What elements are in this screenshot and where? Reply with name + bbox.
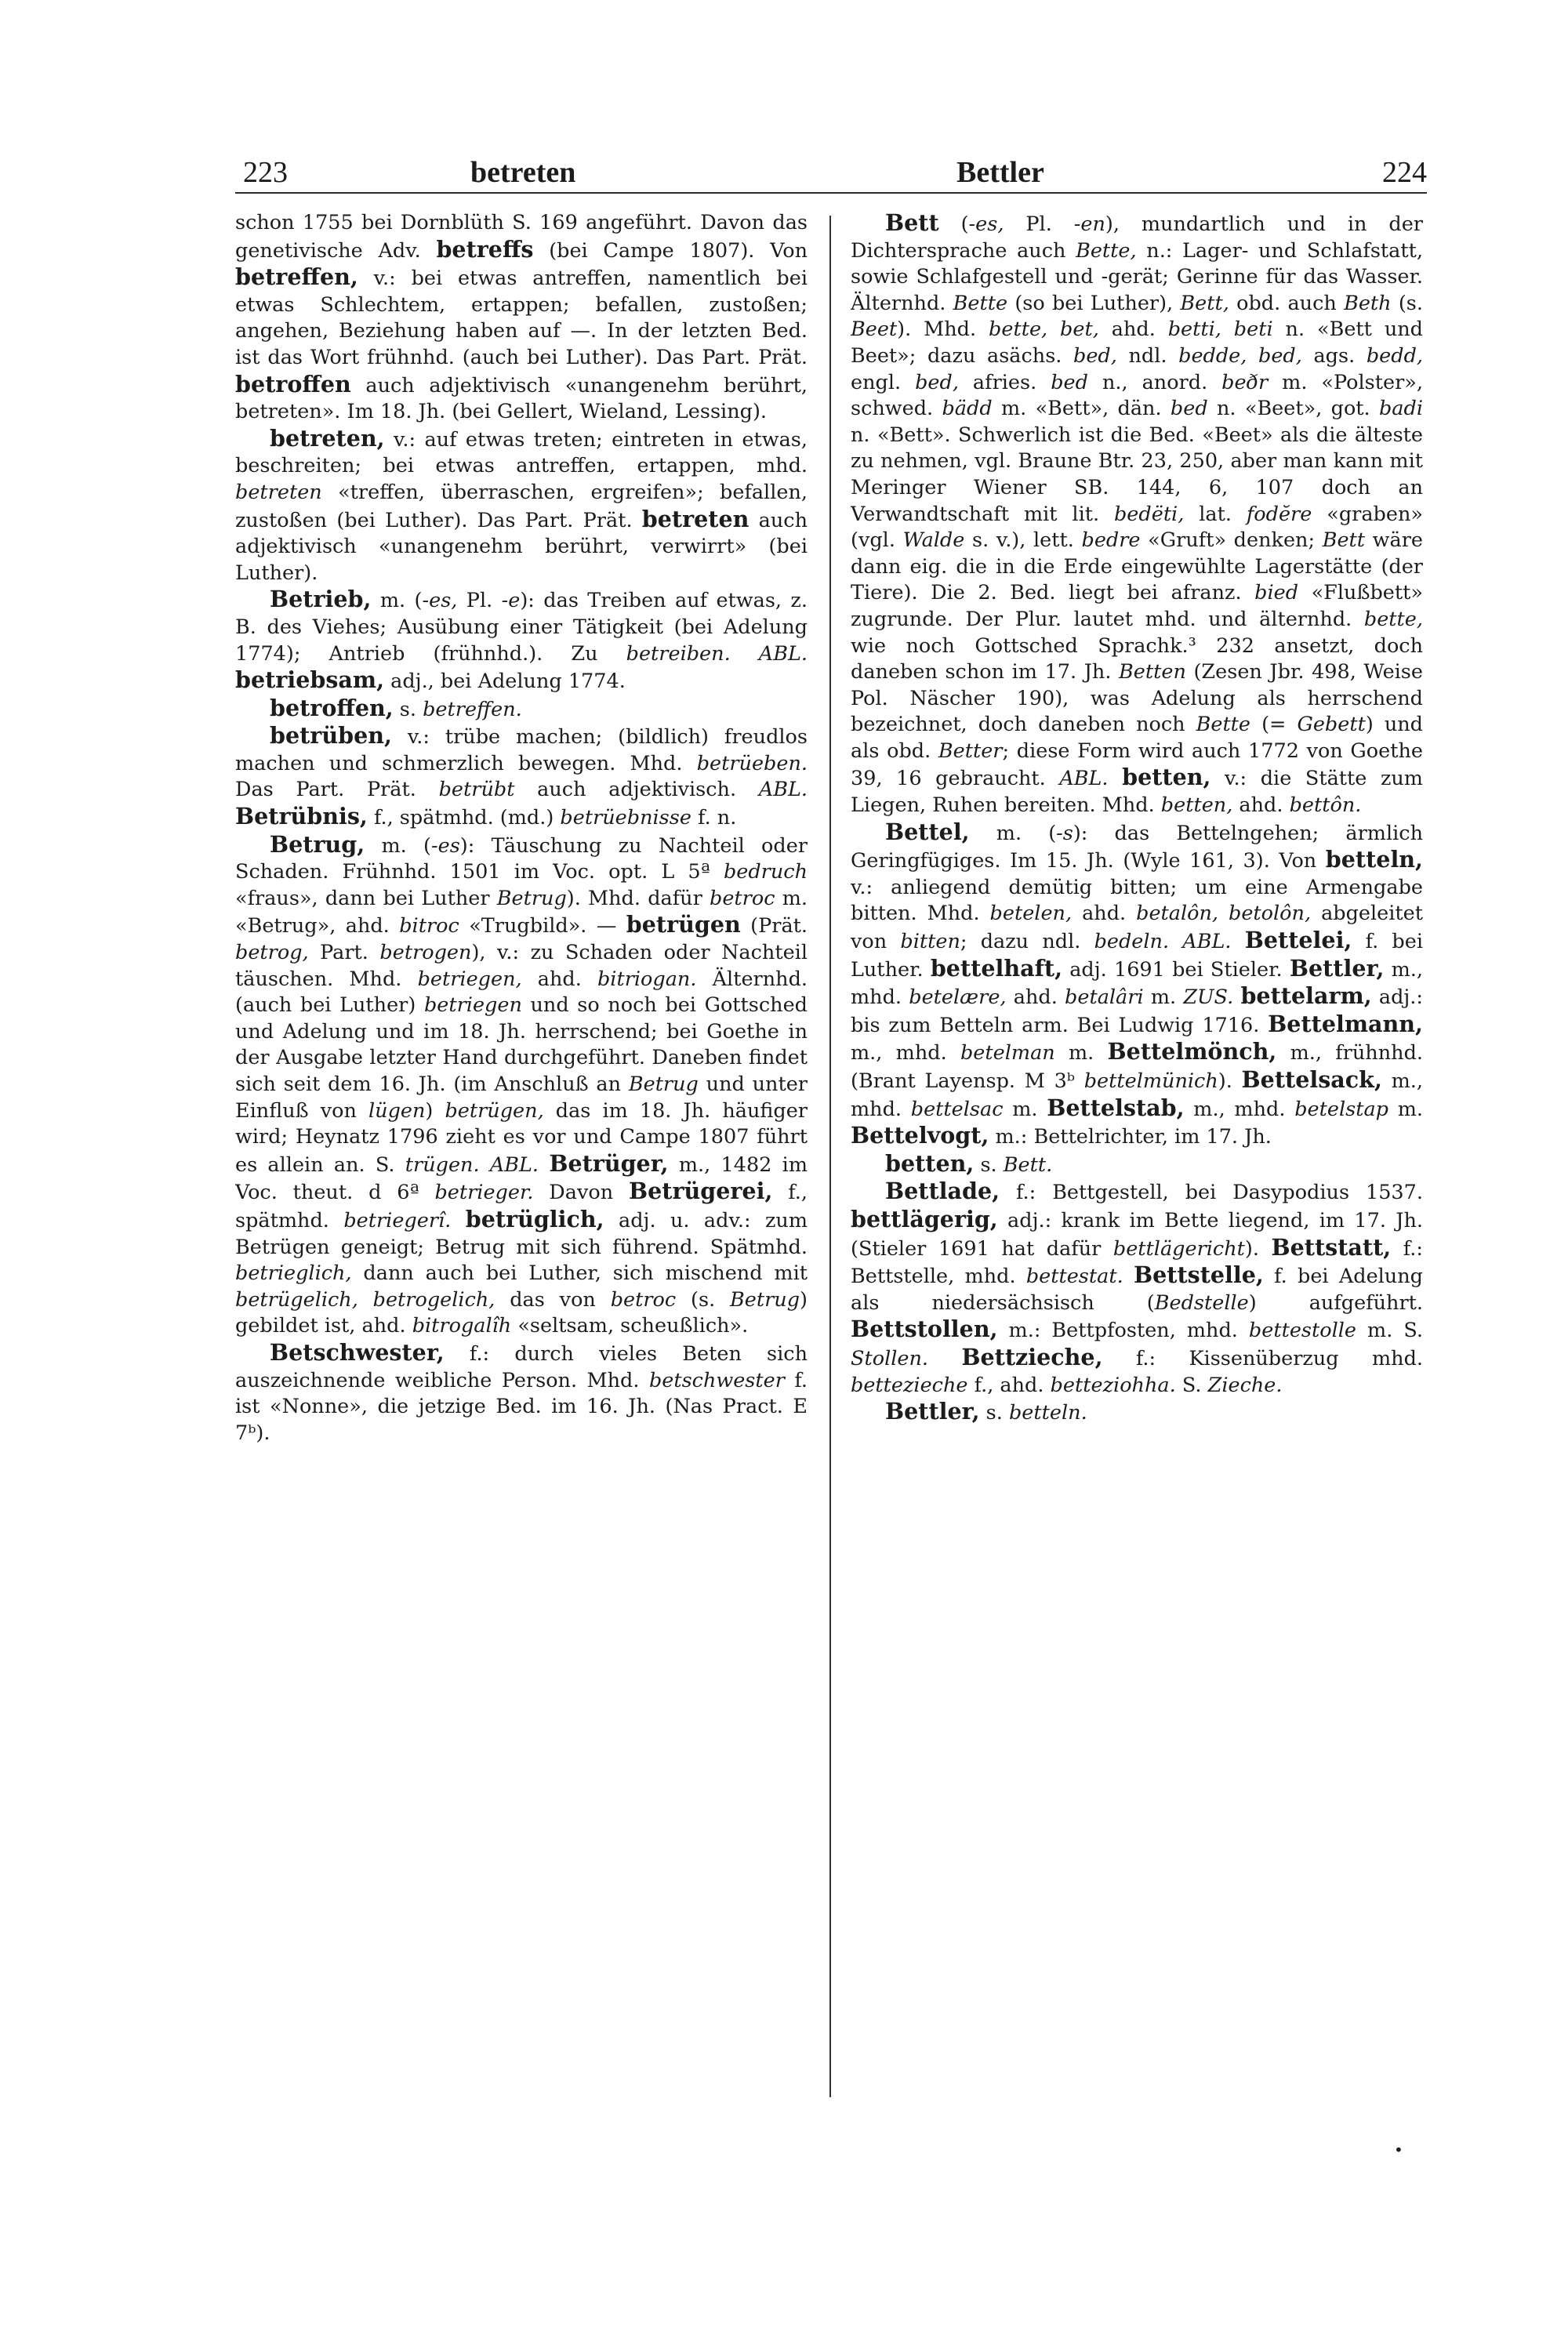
- left_column-entry-4: betrüben, v.: trübe machen; (bildlich) freudlos machen und schmerzlich bewegen. Mhd. betrüeben. Das Part. Prät. betrübt auch adjektivisch. ABL. Betrübnis, f., spätmhd. (md.) betrüebnisse f. n.: [235, 722, 808, 830]
- right_column-entry-0: Bett (-es, Pl. -en), mundartlich und in der Dichtersprache auch Bette, n.: Lager- und Schlafstatt, sowie Schlafgestell und -gerät; Gerinne für das Wasser. Älternhd. Bette (so bei Luther), Bett, obd. auch Beth (s. Beet). Mhd. bette, bet, ahd. betti, beti n. «Bett und Beet»; dazu asächs. bed, ndl. bedde, bed, ags. bedd, engl. bed, afries. bed n., anord. beðr m. «Polster», schwed. bädd m. «Bett», dän. bed n. «Beet», got. badi n. «Bett». Schwerlich ist die Bed. «Beet» als die älteste zu nehmen, vgl. Braune Btr. 23, 250, aber man kann mit Meringer Wiener SB. 144, 6, 107 doch an Verwandtschaft mit lit. bedëti, lat. fodĕre «graben» (vgl. Walde s. v.), lett. bedre «Gruft» denken; Bett wäre dann eig. die in die Erde eingewühlte Lagerstätte (der Tiere). Die 2. Bed. liegt bei afranz. bied «Flußbett» zugrunde. Der Plur. lautet mhd. und älternhd. bette, wie noch Gottsched Sprachk.³ 232 ansetzt, doch daneben schon im 17. Jh. Betten (Zesen Jbr. 498, Weise Pol. Näscher 190), was Adelung als herrschend bezeichnet, doch daneben noch Bette (= Gebett) und als obd. Better; diese Form wird auch 1772 von Goethe 39, 16 gebraucht. ABL. betten, v.: die Stätte zum Liegen, Ruhen bereiten. Mhd. betten, ahd. bettôn.: [851, 210, 1423, 818]
- header-rule: [235, 192, 1427, 194]
- left-column: [235, 210, 808, 2076]
- left_column-entry-5: Betrug, m. (-es): Täuschung zu Nachteil oder Schaden. Frühnhd. 1501 im Voc. opt. L 5ª bedruch «fraus», dann bei Luther Betrug). Mhd. dafür betroc m. «Betrug», ahd. bitroc «Trugbild». — betrügen (Prät. betrog, Part. betrogen), v.: zu Schaden oder Nachteil täuschen. Mhd. betriegen, ahd. bitriogan. Älternhd. (auch bei Luther) betriegen und so noch bei Gottsched und Adelung und im 18. Jh. herrschend; bei Goethe in der Ausgabe letzter Hand durchgeführt. Daneben findet sich seit dem 16. Jh. (im Anschluß an Betrug und unter Einfluß von lügen) betrügen, das im 18. Jh. häufiger wird; Heynatz 1796 zieht es vor und Campe 1807 führt es allein an. S. trügen. ABL. Betrüger, m., 1482 im Voc. theut. d 6ª betrieger. Davon Betrügerei, f., spätmhd. betriegerî. betrüglich, adj. u. adv.: zum Betrügen geneigt; Betrug mit sich führend. Spätmhd. betrieglich, dann auch bei Luther, sich mischend mit betrügelich, betrogelich, das von betroc (s. Betrug) gebildet ist, ahd. bitrogalîh «seltsam, scheußlich».: [235, 830, 808, 1338]
- left_column-entry-0: schon 1755 bei Dornblüth S. 169 angeführt. Davon das genetivische Adv. betreffs (bei Campe 1807). Von betreffen, v.: bei etwas antreffen, namentlich bei etwas Schlechtem, ertappen; befallen, zustoßen; angehen, Beziehung haben auf —. In der letzten Bed. ist das Wort frühnhd. (auch bei Luther). Das Part. Prät. betroffen auch adjektivisch «unangenehm berührt, betreten». Im 18. Jh. (bei Gellert, Wieland, Lessing).: [235, 211, 808, 424]
- right_column-entry-4: Bettler, s. betteln.: [885, 1398, 1087, 1425]
- left_column-entry-1: betreten, v.: auf etwas treten; eintreten in etwas, beschreiten; bei etwas antreffen, ertappen, mhd. betreten «treffen, überraschen, ergreifen»; befallen, zustoßen (bei Luther). Das Part. Prät. betreten auch adjektivisch «unangenehm berührt, verwirrt» (bei Luther).: [235, 424, 808, 585]
- running-headword-right: Bettler: [956, 156, 1044, 189]
- page-number-right: 224: [1382, 156, 1427, 189]
- right_column-entry-1: Bettel, m. (-s): das Bettelngehen; ärmlich Geringfügiges. Im 15. Jh. (Wyle 161, 3). Von betteln, v.: anliegend demütig bitten; um eine Armengabe bitten. Mhd. betelen, ahd. betalôn, betolôn, abgeleitet von bitten; dazu ndl. bedeln. ABL. Bettelei, f. bei Luther. bettelhaft, adj. 1691 bei Stieler. Bettler, m., mhd. betelære, ahd. betalâri m. ZUS. bettelarm, adj.: bis zum Betteln arm. Bei Ludwig 1716. Bettelmann, m., mhd. betelman m. Bettelmönch, m., frühnhd. (Brant Layensp. M 3ᵇ bettelmünich). Bettelsack, m., mhd. bettelsac m. Bettelstab, m., mhd. betelstap m. Bettelvogt, m.: Bettelrichter, im 17. Jh.: [851, 818, 1423, 1149]
- page-number-left: 223: [243, 156, 288, 189]
- right-column: [851, 210, 1423, 2076]
- printer-mark: •: [1394, 2140, 1403, 2159]
- left_column-entry-2: Betrieb, m. (-es, Pl. -e): das Treiben auf etwas, z. B. des Viehes; Ausübung einer Tätigkeit (bei Adelung 1774); Antrieb (frühnhd.). Zu betreiben. ABL. betriebsam, adj., bei Adelung 1774.: [235, 586, 808, 694]
- right_column-entry-3: Bettlade, f.: Bettgestell, bei Dasypodius 1537. bettlägerig, adj.: krank im Bette liegend, im 17. Jh. (Stieler 1691 hat dafür bettlägericht). Bettstatt, f.: Bettstelle, mhd. bettestat. Bettstelle, f. bei Adelung als niedersächsisch (Bedstelle) aufgeführt. Bettstollen, m.: Bettpfosten, mhd. bettestolle m. S. Stollen. Bettzieche, f.: Kissenüberzug mhd. bettezieche f., ahd. betteziohha. S. Zieche.: [851, 1178, 1423, 1397]
- column-divider: [829, 216, 831, 2097]
- running-headword-left: betreten: [470, 156, 576, 189]
- left_column-entry-3: betroffen, s. betreffen.: [270, 694, 522, 721]
- right_column-entry-2: betten, s. Bett.: [885, 1149, 1053, 1177]
- running-header: [235, 153, 1427, 192]
- left_column-entry-6: Betschwester, f.: durch vieles Beten sich auszeichnende weibliche Person. Mhd. betschwester f. ist «Nonne», die jetzige Bed. im 16. Jh. (Nas Pract. E 7ᵇ).: [235, 1338, 808, 1445]
